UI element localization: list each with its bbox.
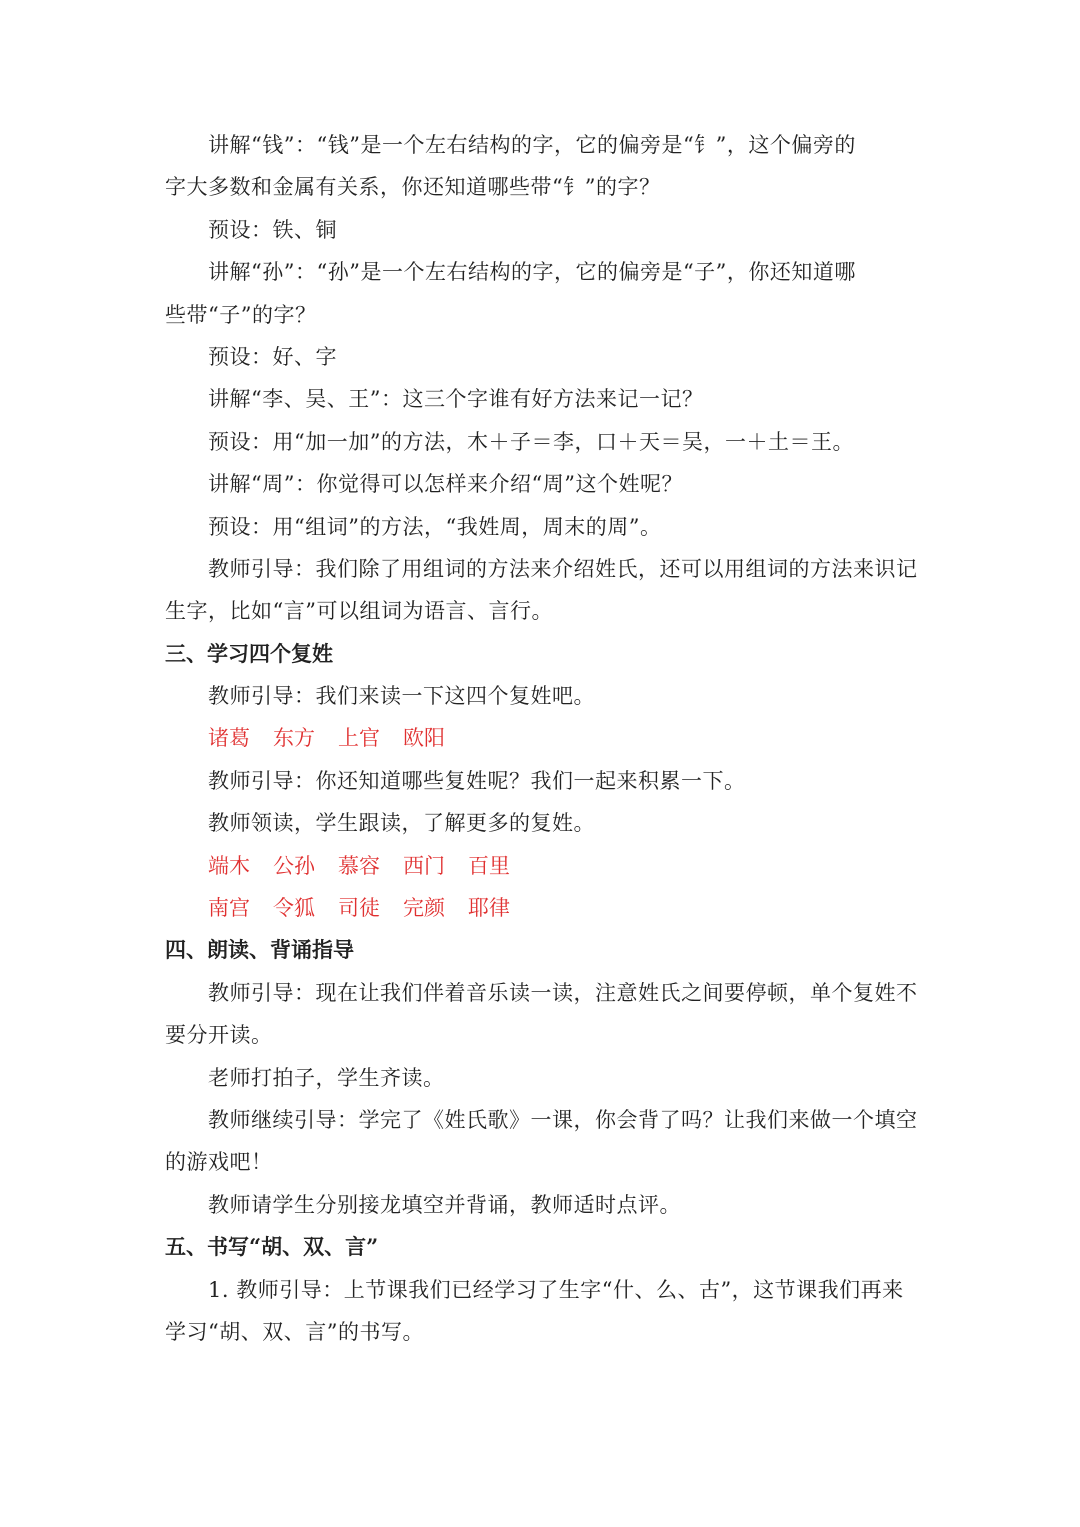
paragraph-line: 预设：铁、铜 bbox=[208, 217, 337, 242]
paragraph-line: 讲解“孙”：“孙”是一个左右结构的字，它的偏旁是“子”，你还知道哪 bbox=[208, 260, 856, 285]
paragraph-line: 教师引导：我们来读一下这四个复姓吧。 bbox=[208, 684, 595, 709]
paragraph-line: 的游戏吧！ bbox=[165, 1150, 273, 1175]
paragraph-line: 生字，比如“言”可以组词为语言、言行。 bbox=[165, 599, 553, 624]
paragraph-line: 讲解“周”：你觉得可以怎样来介绍“周”这个姓呢？ bbox=[208, 472, 683, 497]
surname: 端木 bbox=[208, 853, 250, 878]
paragraph-line: 讲解“钱”：“钱”是一个左右结构的字，它的偏旁是“钅”，这个偏旁的 bbox=[208, 133, 856, 157]
surname-row-1 bbox=[165, 717, 917, 759]
paragraph-line: 预设：用“组词”的方法，“我姓周，周末的周”。 bbox=[208, 514, 662, 539]
paragraph-line: 教师引导：你还知道哪些复姓呢？我们一起来积累一下。 bbox=[208, 768, 746, 793]
section-heading-5: 五、书写“胡、双、言” bbox=[165, 1234, 379, 1260]
paragraph-line: 些带“子”的字？ bbox=[165, 302, 317, 327]
surname: 西门 bbox=[403, 853, 445, 878]
paragraph-line: 教师引导：现在让我们伴着音乐读一读，注意姓氏之间要停顿，单个复姓不 bbox=[208, 980, 918, 1005]
paragraph-line: 字大多数和金属有关系，你还知道哪些带“钅”的字？ bbox=[165, 175, 661, 200]
surname-row-3 bbox=[165, 887, 917, 929]
surname: 慕容 bbox=[338, 853, 380, 878]
surname: 上官 bbox=[338, 726, 380, 751]
surname: 耶律 bbox=[468, 896, 510, 921]
section-heading-4: 四、朗读、背诵指导 bbox=[165, 937, 354, 963]
surname: 令狐 bbox=[273, 896, 315, 921]
surname: 欧阳 bbox=[403, 726, 445, 751]
paragraph-line: 讲解“李、吴、王”：这三个字谁有好方法来记一记？ bbox=[208, 387, 704, 412]
surname-row-2 bbox=[165, 845, 917, 887]
section-heading-3: 三、学习四个复姓 bbox=[165, 640, 333, 666]
surname: 司徒 bbox=[338, 896, 380, 921]
surname: 百里 bbox=[468, 853, 510, 878]
surname: 完颜 bbox=[403, 896, 445, 921]
paragraph-line: 1. 教师引导：上节课我们已经学习了生字“什、么、古”，这节课我们再来 bbox=[208, 1277, 904, 1302]
paragraph-line: 学习“胡、双、言”的书写。 bbox=[165, 1319, 424, 1344]
surname: 南宫 bbox=[208, 896, 250, 921]
paragraph-line: 教师继续引导：学完了《姓氏歌》一课，你会背了吗？让我们来做一个填空 bbox=[208, 1107, 918, 1132]
surname: 诸葛 bbox=[208, 726, 250, 751]
paragraph-line: 预设：好、字 bbox=[208, 344, 337, 369]
paragraph-line: 预设：用“加一加”的方法，木＋子＝李，口＋天＝吴，一＋土＝王。 bbox=[208, 429, 854, 454]
paragraph-line: 教师领读，学生跟读，了解更多的复姓。 bbox=[208, 811, 595, 836]
paragraph-line: 教师引导：我们除了用组词的方法来介绍姓氏，还可以用组词的方法来识记 bbox=[208, 556, 918, 581]
paragraph-line: 教师请学生分别接龙填空并背诵，教师适时点评。 bbox=[208, 1192, 681, 1217]
surname: 东方 bbox=[273, 726, 315, 751]
paragraph-line: 老师打拍子，学生齐读。 bbox=[208, 1065, 445, 1090]
lesson-content bbox=[165, 124, 917, 1353]
paragraph-line: 要分开读。 bbox=[165, 1023, 273, 1048]
surname: 公孙 bbox=[273, 853, 315, 878]
